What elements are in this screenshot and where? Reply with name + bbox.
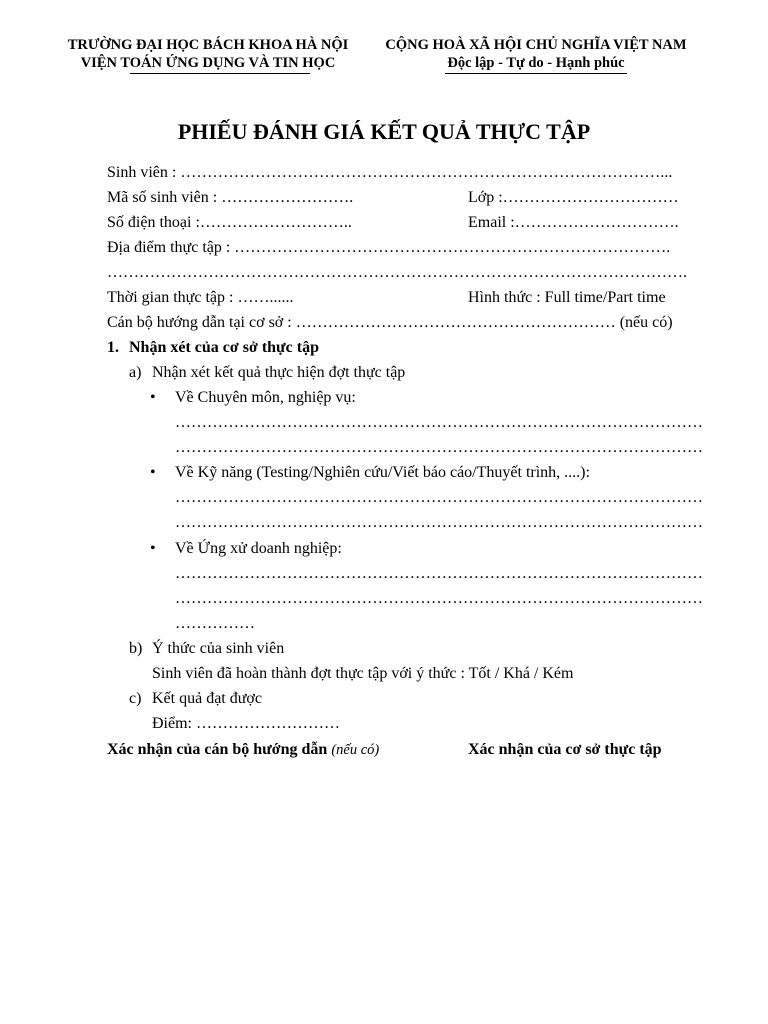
bullet-2-text: Về Kỹ năng (Testing/Nghiên cứu/Viết báo cáo/Thuyết trình, ....):: [175, 464, 590, 481]
header-right-underline: [445, 73, 627, 74]
bullet-2-dotline-2: ………………………………………………………………………………………: [175, 514, 703, 531]
bullet-1-dotline-1: ………………………………………………………………………………………: [175, 414, 703, 431]
item-b-detail: Sinh viên đã hoàn thành đợt thực tập với ý thức : Tốt / Khá / Kém: [152, 665, 574, 682]
department-name: VIỆN TOÁN ỨNG DỤNG VÀ TIN HỌC: [80, 55, 336, 71]
signature-supervisor: [107, 741, 379, 759]
national-motto: Độc lập - Tự do - Hạnh phúc: [447, 55, 625, 71]
field-supervisor: Cán bộ hướng dẫn tại cơ sở : …………………………………………………… (nếu có): [107, 314, 673, 331]
bullet-3-dotline-3: ……………: [175, 615, 255, 632]
item-a-text: Nhận xét kết quả thực hiện đợt thực tập: [152, 364, 406, 381]
item-c-score: Điểm: ………………………: [152, 715, 340, 732]
bullet-2-icon: •: [150, 464, 156, 481]
field-student-id: Mã số sinh viên : …………………….: [107, 189, 354, 206]
item-b-label: b): [129, 640, 143, 657]
item-a-label: a): [129, 364, 142, 381]
item-c-text: Kết quả đạt được: [152, 690, 262, 707]
signature-supervisor-note: (nếu có): [331, 742, 380, 758]
bullet-3-icon: •: [150, 540, 156, 557]
field-location-continued: ……………………………………………………………………………………………….: [107, 264, 687, 281]
field-student-name: Sinh viên : ………………………………………………………………………………...: [107, 164, 673, 181]
signature-company: Xác nhận của cơ sở thực tập: [468, 741, 662, 758]
section-1-title: Nhận xét của cơ sở thực tập: [129, 339, 319, 356]
bullet-1-dotline-2: ………………………………………………………………………………………: [175, 439, 703, 456]
field-work-form: Hình thức : Full time/Part time: [468, 289, 666, 306]
section-1-number: 1.: [107, 339, 119, 356]
field-phone: Số điện thoại :………………………..: [107, 214, 352, 231]
bullet-1-text: Về Chuyên môn, nghiệp vụ:: [175, 389, 356, 406]
form-title: PHIẾU ĐÁNH GIÁ KẾT QUẢ THỰC TẬP: [177, 119, 591, 144]
bullet-2-dotline-1: ………………………………………………………………………………………: [175, 489, 703, 506]
bullet-1-icon: •: [150, 389, 156, 406]
header-left-underline: [130, 73, 310, 74]
signature-supervisor-label: Xác nhận của cán bộ hướng dẫn: [107, 741, 328, 758]
country-name: CỘNG HOÀ XÃ HỘI CHỦ NGHĨA VIỆT NAM: [385, 37, 687, 53]
field-internship-time: Thời gian thực tập : ……......: [107, 289, 294, 306]
institution-name: TRƯỜNG ĐẠI HỌC BÁCH KHOA HÀ NỘI: [67, 37, 349, 53]
field-email: Email :………………………….: [468, 214, 679, 231]
field-location: Địa điểm thực tập : ……………………………………………………………………….: [107, 239, 671, 256]
bullet-3-dotline-1: ………………………………………………………………………………………: [175, 565, 703, 582]
item-c-label: c): [129, 690, 142, 707]
bullet-3-dotline-2: ………………………………………………………………………………………: [175, 590, 703, 607]
bullet-3-text: Về Ứng xử doanh nghiệp:: [175, 540, 342, 557]
field-class: Lớp :……………………………: [468, 189, 679, 206]
item-b-text: Ý thức của sinh viên: [152, 640, 285, 657]
